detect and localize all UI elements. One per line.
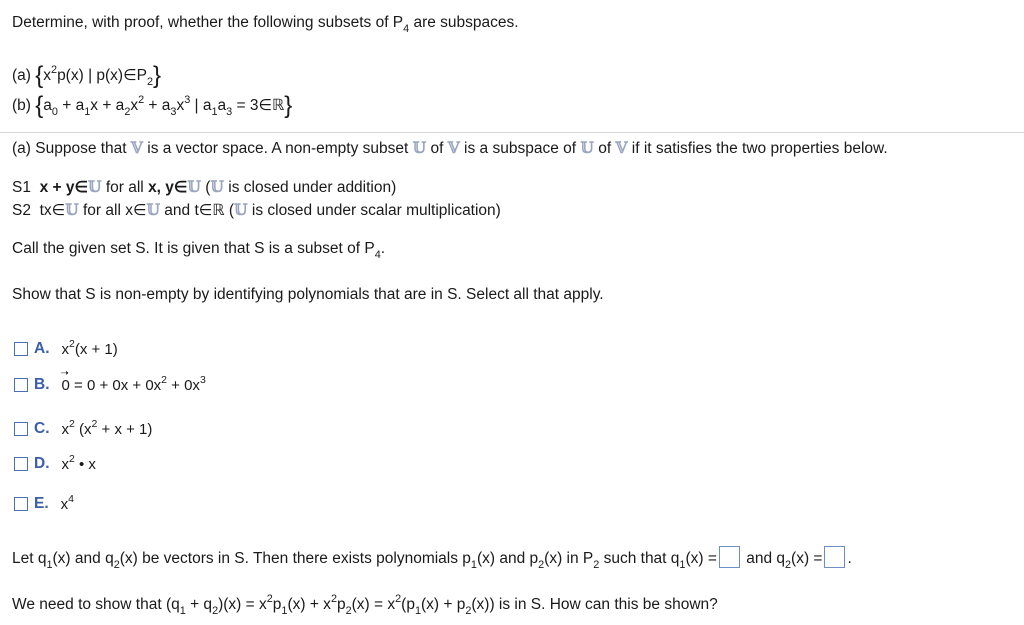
need-s5: 1 — [414, 605, 421, 617]
need-t8: (p — [401, 596, 415, 613]
section-divider — [0, 132, 1024, 133]
option-b-expression — [60, 367, 206, 394]
opt-b-s1: 2 — [161, 373, 167, 386]
s1-paren: ( — [200, 179, 211, 196]
s1-U-3: 𝕌 — [210, 177, 224, 196]
need-t2: + q — [185, 596, 213, 613]
let-sub4: 2 — [538, 559, 545, 571]
subset-b-label: (b) — [12, 97, 31, 114]
need-t3: )(x) = x — [218, 596, 267, 613]
option-a[interactable] — [14, 337, 118, 358]
need-t10: (x)) is in S. How can this be shown? — [471, 596, 718, 613]
opt-c-p2: (x — [74, 420, 92, 438]
let-t9: (x) = — [791, 550, 823, 567]
b-a0: a — [43, 97, 52, 114]
option-c[interactable] — [14, 417, 153, 438]
prompt-text: Determine, with proof, whether the following subsets of P — [12, 14, 404, 31]
vector-arrow-icon: ➝ — [60, 367, 69, 379]
b-a2-sub: 2 — [124, 106, 131, 118]
s2-U-2: 𝕌 — [146, 200, 160, 219]
need-s4: 2 — [345, 605, 352, 617]
let-t8: and q — [741, 550, 785, 567]
s1-U-1: 𝕌 — [88, 177, 102, 196]
b-a0-sub: 0 — [51, 106, 58, 118]
s1-end: is closed under addition) — [223, 179, 397, 196]
let-t6: such that q — [599, 550, 680, 567]
subset-a — [12, 62, 161, 90]
b-cond-a1-sub: 1 — [211, 106, 218, 118]
s2-U-3: 𝕌 — [234, 200, 248, 219]
def-V-3: 𝕍 — [615, 138, 628, 157]
need-sup2: 2 — [330, 593, 337, 605]
let-t4: (x) and p — [476, 550, 539, 567]
option-c-letter: C. — [34, 420, 50, 437]
need-t7: (x) = x — [351, 596, 396, 613]
need-t1: We need to show that (q — [12, 596, 180, 613]
call-text: Call the given set S. It is given that S is a subset of P — [12, 240, 375, 257]
opt-b-s2: 3 — [199, 373, 206, 386]
let-sub1: 1 — [46, 559, 53, 571]
b-cond-end: = 3∈ℝ — [232, 97, 285, 114]
opt-b-p3: + 0x — [167, 376, 200, 394]
b-cond: | a — [190, 97, 212, 114]
let-sub8: 2 — [785, 559, 792, 571]
opt-c-p3: + x + 1) — [97, 420, 153, 438]
s2-text3: and t∈ℝ ( — [160, 202, 235, 219]
call-end: . — [380, 240, 386, 257]
let-sub3: 1 — [470, 559, 477, 571]
prompt-sub: 4 — [403, 23, 410, 35]
q2-answer-box[interactable] — [824, 546, 845, 568]
s1-label: S1 — [12, 179, 31, 196]
option-d-letter: D. — [34, 455, 50, 472]
def-V-2: 𝕍 — [447, 138, 460, 157]
show-text: Show that S is non-empty by identifying polynomials that are in S. Select all that apply. — [12, 286, 604, 303]
subset-a-x: x — [43, 67, 52, 84]
need-s2: 2 — [212, 605, 219, 617]
let-sub6: 1 — [679, 559, 686, 571]
let-statement — [12, 546, 852, 571]
property-s1 — [12, 177, 396, 197]
need-t9: (x) + p — [420, 596, 466, 613]
option-d-expression — [61, 452, 96, 473]
need-s6: 2 — [465, 605, 472, 617]
s2-text1: tx∈ — [39, 202, 66, 219]
opt-e-s1: 4 — [68, 492, 74, 505]
option-b-letter: B. — [34, 376, 50, 393]
need-t6: p — [336, 596, 346, 613]
need-t5: (x) + x — [287, 596, 331, 613]
option-e-letter: E. — [34, 495, 49, 512]
opt-d-p1: x — [61, 455, 69, 473]
open-brace: { — [35, 92, 44, 119]
call-set-s — [12, 240, 386, 261]
b-plus3: + a — [144, 97, 171, 114]
def-text-2: is a vector space. A non-empty subset — [142, 140, 413, 157]
question-prompt — [12, 14, 519, 35]
let-t5: (x) in P — [544, 550, 594, 567]
subset-a-x-sup: 2 — [51, 64, 58, 76]
def-text-4: is a subspace of — [459, 140, 581, 157]
option-a-letter: A. — [34, 340, 50, 357]
option-b[interactable] — [14, 367, 206, 394]
subset-a-mid: p(x) | p(x)∈P — [57, 67, 147, 84]
def-text-1: (a) Suppose that — [12, 140, 131, 157]
s2-label: S2 — [12, 202, 31, 219]
opt-b-vec: 0 — [61, 376, 70, 394]
need-s1: 1 — [179, 605, 186, 617]
b-a1-sub: 1 — [84, 106, 91, 118]
subset-a-sub: 2 — [146, 76, 153, 88]
let-t3: (x) be vectors in S. Then there exists polynomials p — [119, 550, 471, 567]
option-b-checkbox[interactable] — [14, 378, 28, 392]
option-e-expression — [60, 492, 74, 513]
subset-a-label: (a) — [12, 67, 31, 84]
need-statement — [12, 593, 718, 617]
def-V-1: 𝕍 — [130, 138, 143, 157]
need-t4: p — [272, 596, 282, 613]
def-U-2: 𝕌 — [580, 138, 594, 157]
option-e-checkbox[interactable] — [14, 497, 28, 511]
close-brace: } — [152, 62, 161, 89]
opt-b-p2: = 0 + 0x + 0x — [69, 376, 162, 394]
opt-c-p1: x — [61, 420, 69, 438]
close-brace: } — [284, 92, 293, 119]
opt-a-s1: 2 — [69, 337, 75, 350]
b-cond-a3-sub: 3 — [226, 106, 233, 118]
open-brace: { — [35, 62, 44, 89]
option-a-expression — [61, 337, 118, 358]
let-t2: (x) and q — [52, 550, 114, 567]
b-x2-sup: 2 — [138, 94, 145, 106]
option-e[interactable] — [14, 492, 74, 513]
let-t1: Let q — [12, 550, 47, 567]
opt-c-s1: 2 — [69, 417, 75, 430]
let-sub5: 2 — [593, 559, 600, 571]
opt-c-s2: 2 — [91, 417, 98, 430]
def-text-5: of — [593, 140, 616, 157]
need-s3: 1 — [281, 605, 288, 617]
opt-a-p2: (x + 1) — [74, 340, 118, 358]
subset-b — [12, 92, 292, 120]
s1-bold2: x, y∈ — [148, 179, 188, 196]
b-a3-sub: 3 — [170, 106, 177, 118]
let-t7: (x) = — [685, 550, 717, 567]
def-text-3: of — [426, 140, 448, 157]
b-x2: x — [130, 97, 139, 114]
opt-e-p1: x — [60, 495, 69, 513]
zero-vector — [60, 367, 70, 394]
b-cond-a: a — [217, 97, 227, 114]
option-a-checkbox[interactable] — [14, 342, 28, 356]
need-sup1: 2 — [266, 593, 273, 605]
show-instruction — [12, 286, 604, 304]
s2-U-1: 𝕌 — [65, 200, 79, 219]
q1-answer-box[interactable] — [719, 546, 740, 568]
option-c-expression — [61, 417, 153, 438]
def-text-6: if it satisfies the two properties below. — [627, 140, 888, 157]
b-plus1: + a — [57, 97, 85, 114]
opt-a-p1: x — [61, 340, 69, 358]
opt-d-s1: 2 — [69, 452, 75, 465]
opt-d-p2: • x — [74, 455, 96, 473]
let-t10: . — [847, 550, 852, 567]
definition-intro — [12, 138, 888, 158]
need-sup3: 2 — [395, 593, 402, 605]
b-x3-sup: 3 — [184, 94, 191, 106]
property-s2 — [12, 200, 501, 220]
option-d-checkbox[interactable] — [14, 457, 28, 471]
s1-U-2: 𝕌 — [187, 177, 201, 196]
option-c-checkbox[interactable] — [14, 422, 28, 436]
option-d[interactable] — [14, 452, 96, 473]
b-x1: x + a — [90, 97, 125, 114]
s1-bold: x + y∈ — [39, 179, 89, 196]
call-sub: 4 — [374, 249, 381, 261]
s2-text2: for all x∈ — [78, 202, 147, 219]
s2-end: is closed under scalar multiplication) — [247, 202, 501, 219]
s1-text: for all — [101, 179, 149, 196]
b-x3: x — [176, 97, 185, 114]
let-sub2: 2 — [113, 559, 120, 571]
def-U-1: 𝕌 — [412, 138, 427, 157]
prompt-end: are subspaces. — [409, 14, 519, 31]
